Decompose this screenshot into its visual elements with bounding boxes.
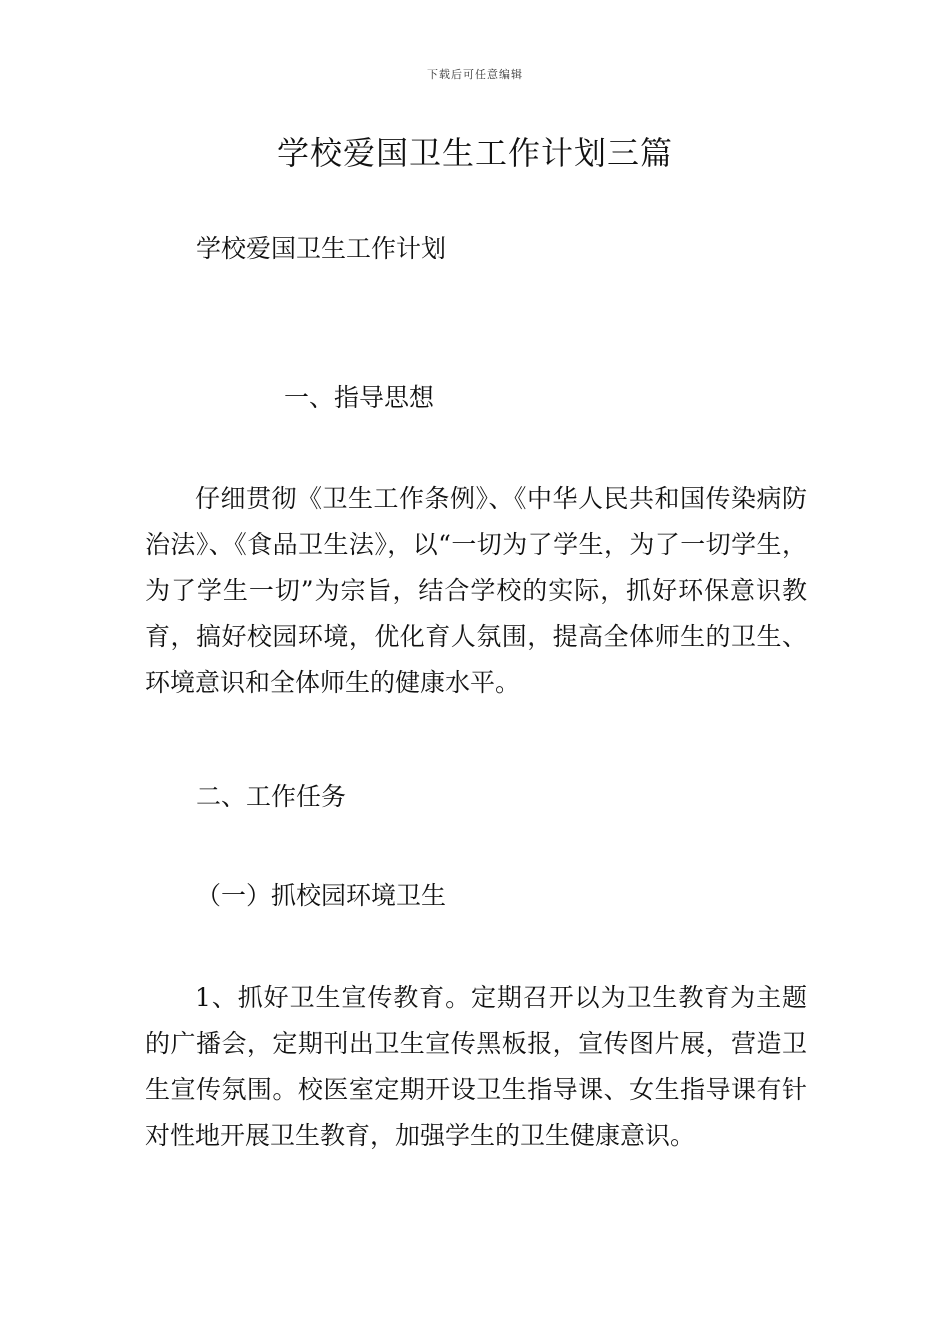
section-heading-guiding-ideology: 一、指导思想 (284, 383, 435, 412)
document-title: 学校爱国卫生工作计划三篇 (276, 134, 673, 172)
document-subtitle: 学校爱国卫生工作计划 (196, 234, 447, 263)
section-heading-work-tasks: 二、工作任务 (196, 782, 347, 811)
paragraph-guiding-ideology: 仔细贯彻《卫生工作条例》、《中华人民共和国传染病防治法》、《食品卫生法》，以“一切为了学生，为了一切学生，为了学生一切”为宗旨，结合学校的实际，抓好环保意识教育，搞好校园环境，优化育人氛围，提高全体师生的卫生、环境意识和全体师生的健康水平。 (145, 484, 807, 697)
subsection-heading-campus-hygiene: （一）抓校园环境卫生 (196, 881, 447, 910)
paragraph-hygiene-education: 1、抓好卫生宣传教育。定期召开以为卫生教育为主题的广播会，定期刊出卫生宣传黑板报，宣传图片展，营造卫生宣传氛围。校医室定期开设卫生指导课、女生指导课有针对性地开展卫生教育，加强学生的卫生健康意识。 (145, 983, 807, 1150)
header-note: 下载后可任意编辑 (427, 68, 523, 81)
